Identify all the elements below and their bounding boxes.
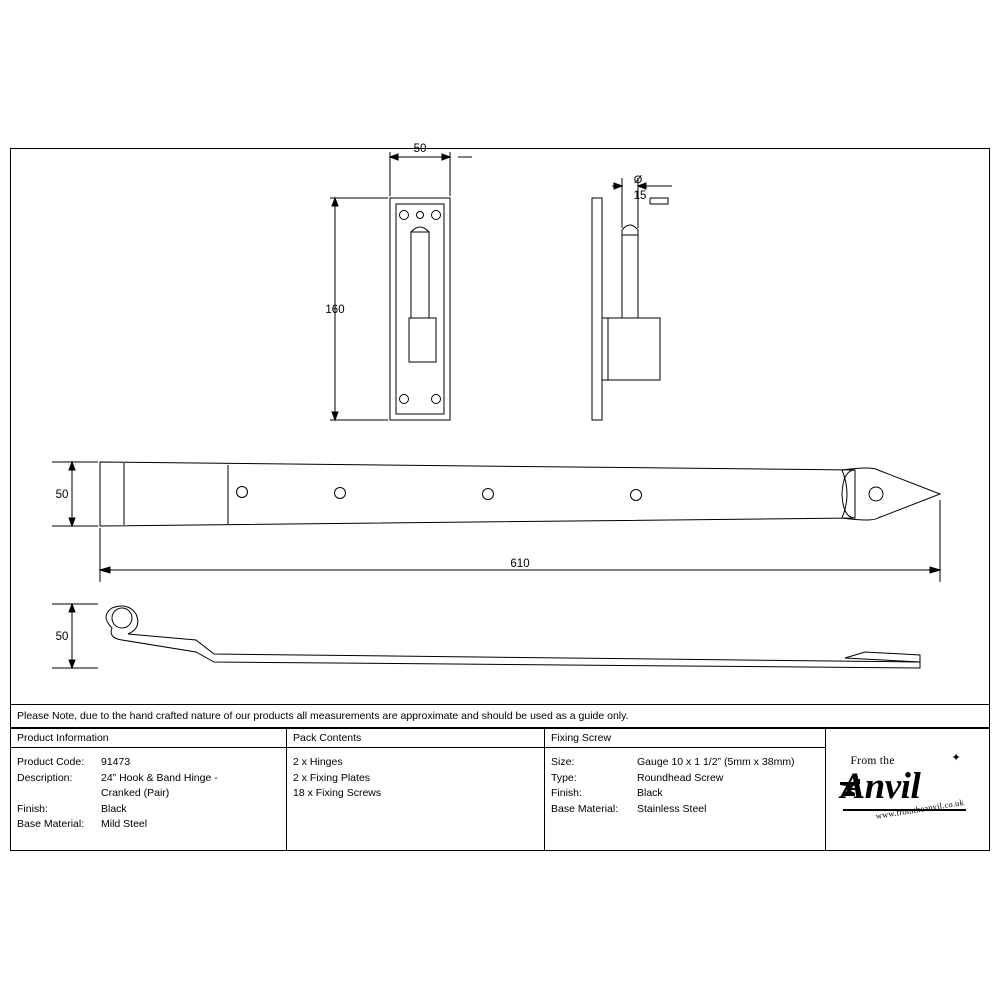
arrow bbox=[930, 567, 940, 573]
screw-finish-value: Black bbox=[637, 787, 663, 799]
hook-top-tab bbox=[650, 198, 668, 204]
dim-label-plate-height: 160 bbox=[325, 304, 345, 316]
screw-type-row bbox=[551, 771, 825, 787]
product-information-title: Product Information bbox=[11, 729, 286, 748]
description-value-line2: Cranked (Pair) bbox=[101, 787, 170, 799]
plate-boss bbox=[409, 318, 436, 362]
brand-logo-column bbox=[826, 728, 990, 851]
base-material-row bbox=[17, 817, 286, 833]
finish-label: Finish: bbox=[17, 802, 48, 815]
fixing-screw-body bbox=[545, 748, 825, 817]
pack-contents-item: 2 x Hinges bbox=[293, 756, 343, 768]
screw-base-material-value: Stainless Steel bbox=[637, 802, 707, 815]
description-label: Description: bbox=[17, 771, 73, 784]
product-code-row bbox=[17, 755, 286, 771]
measurement-note-text: Please Note, due to the hand crafted nature of our products all measurements are approximate and should be used as a guide only. bbox=[17, 710, 629, 722]
arrow bbox=[614, 183, 622, 189]
product-code-value: 91473 bbox=[101, 756, 131, 768]
plate-slot-top bbox=[411, 227, 429, 232]
finish-value: Black bbox=[101, 802, 127, 815]
cranked-profile bbox=[106, 606, 920, 668]
star-icon: ✦ bbox=[951, 751, 961, 764]
product-code-label: Product Code: bbox=[17, 756, 85, 768]
band-screw-hole bbox=[237, 487, 248, 498]
pack-contents-title: Pack Contents bbox=[287, 729, 544, 748]
screw-size-row bbox=[551, 755, 825, 771]
band-heart-left bbox=[842, 470, 855, 518]
base-material-label: Base Material: bbox=[17, 818, 85, 830]
hook-plate-edge bbox=[592, 198, 602, 420]
band-screw-hole bbox=[631, 490, 642, 501]
info-tables bbox=[10, 728, 990, 851]
band-screw-hole bbox=[335, 488, 346, 499]
pack-contents-body bbox=[287, 748, 544, 802]
plate-screw-hole bbox=[432, 211, 441, 220]
plate-screw-hole bbox=[417, 212, 424, 219]
dim-label-diameter-symbol: Ø bbox=[633, 174, 643, 186]
screw-finish-label: Finish: bbox=[551, 787, 582, 799]
band-outline bbox=[100, 462, 855, 526]
base-material-value: Mild Steel bbox=[101, 818, 148, 830]
description-value: 24” Hook & Band Hinge - bbox=[101, 771, 218, 784]
screw-size-label: Size: bbox=[551, 756, 575, 768]
product-information-column bbox=[10, 728, 287, 851]
dim-label-pin-diameter: 15 bbox=[633, 190, 647, 202]
screw-base-material-row bbox=[551, 802, 825, 818]
plate-slot bbox=[411, 232, 429, 318]
arrow bbox=[442, 154, 450, 160]
plate-screw-hole bbox=[432, 395, 441, 404]
pack-contents-item: 18 x Fixing Screws bbox=[293, 787, 382, 799]
band-end-screw-hole bbox=[869, 487, 883, 501]
fixing-plate-inner-outline bbox=[396, 204, 444, 414]
fixing-screw-column bbox=[545, 728, 826, 851]
pack-contents-column bbox=[287, 728, 545, 851]
cranked-tip bbox=[845, 652, 920, 662]
fixing-plate-outline bbox=[390, 198, 450, 420]
logo-url-text: www.fromtheanvil.co.uk bbox=[874, 796, 965, 821]
cranked-eye-hole bbox=[112, 608, 132, 628]
dim-label-cranked-height: 50 bbox=[55, 631, 69, 643]
screw-finish-row bbox=[551, 786, 825, 802]
arrow bbox=[69, 660, 75, 668]
screw-size-value: Gauge 10 x 1 1/2” (5mm x 38mm) bbox=[637, 756, 795, 768]
arrow bbox=[390, 154, 398, 160]
dim-label-band-height: 50 bbox=[55, 489, 69, 501]
plate-screw-hole bbox=[400, 211, 409, 220]
arrow bbox=[69, 604, 75, 612]
arrow bbox=[332, 412, 338, 420]
logo-brand-text: Anvil bbox=[840, 765, 921, 807]
arrow bbox=[69, 462, 75, 470]
brand-logo bbox=[826, 729, 989, 850]
band-spear-head bbox=[842, 468, 940, 520]
arrow bbox=[69, 518, 75, 526]
hook-pin bbox=[622, 225, 638, 318]
pack-contents-item: 2 x Fixing Plates bbox=[293, 771, 371, 784]
product-information-body bbox=[11, 748, 286, 833]
arrow bbox=[332, 198, 338, 206]
arrow bbox=[100, 567, 110, 573]
description-row bbox=[17, 771, 286, 787]
finish-row bbox=[17, 802, 286, 818]
screw-base-material-label: Base Material: bbox=[551, 802, 619, 815]
hook-bracket-body bbox=[602, 318, 660, 380]
screw-type-label: Type: bbox=[551, 771, 577, 784]
logo-from-the-text: From the bbox=[850, 754, 895, 767]
dim-label-plate-width: 50 bbox=[413, 143, 427, 155]
measurement-note bbox=[10, 704, 990, 728]
screw-type-value: Roundhead Screw bbox=[637, 771, 724, 784]
plate-screw-hole bbox=[400, 395, 409, 404]
dim-label-band-length: 610 bbox=[510, 558, 530, 570]
band-screw-hole bbox=[483, 489, 494, 500]
fixing-screw-title: Fixing Screw bbox=[545, 729, 825, 748]
